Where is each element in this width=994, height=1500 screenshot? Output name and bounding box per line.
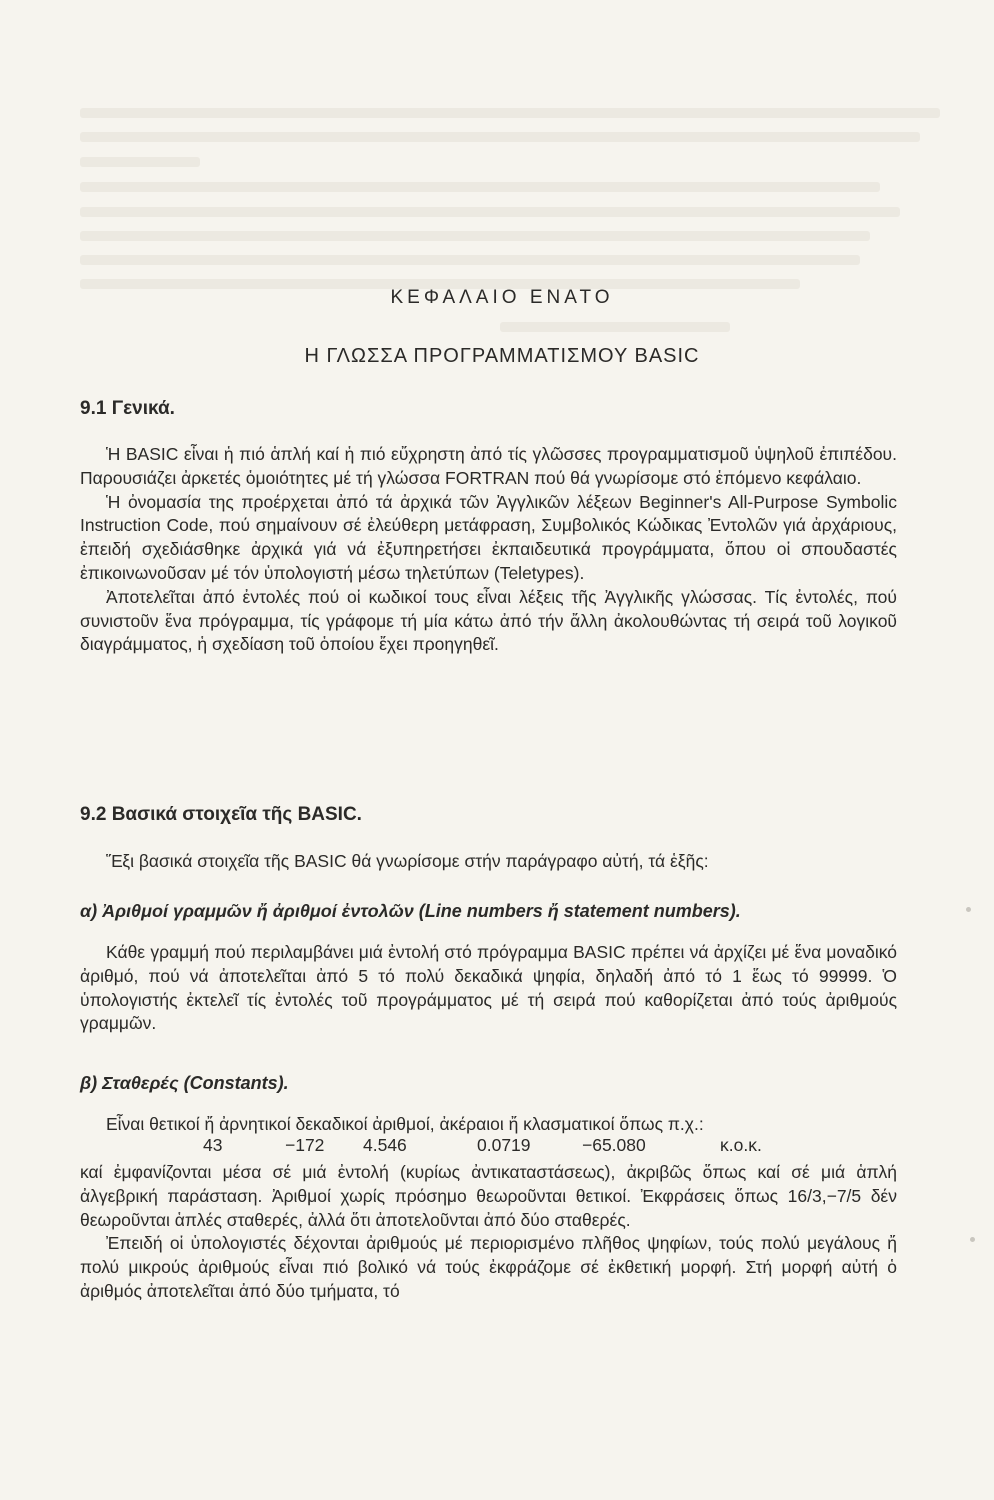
show-through-line [80, 182, 880, 192]
constant-example: −65.080 [582, 1135, 646, 1155]
chapter-title: Η ΓΛΩΣΣΑ ΠΡΟΓΡΑΜΜΑΤΙΣΜΟΥ BASIC [304, 345, 700, 367]
chapter-label: ΚΕΦΑΛΑΙΟ ΕΝΑΤΟ [390, 287, 614, 308]
section-heading-9-1: 9.1 Γενικά. [80, 398, 175, 419]
show-through-line [80, 207, 900, 217]
constant-example: 0.0719 [477, 1135, 531, 1155]
subsection-heading-b: β) Σταθερές (Constants). [80, 1073, 289, 1093]
show-through-line [500, 322, 730, 332]
section-heading-9-2: 9.2 Βασικά στοιχεῖα τῆς BASIC. [80, 804, 362, 825]
constant-example: 4.546 [363, 1135, 407, 1155]
paragraph: Ἐπειδή οἱ ὑπολογιστές δέχονται ἀριθμούς μέ περιορισμένο πλῆθος ψηφίων, τούς πολύ μεγάλους ἤ πολύ μικρούς ἀριθμούς εἶναι πιό βολικό νά τούς ἐκφράζομε σέ ἐκθετική μορφή. Στή μορφή αὐτή ὁ ἀριθμός ἀποτελεῖται ἀπό δύο τμήματα, τό [80, 1233, 897, 1301]
show-through-line [80, 132, 920, 142]
paper-speck [970, 1237, 975, 1242]
paragraph: Ἡ BASIC εἶναι ἡ πιό ἁπλή καί ἡ πιό εὔχρηστη ἀπό τίς γλῶσσες προγραμματισμοῦ ὑψηλοῦ ἐπιπέδου. Παρουσιάζει ἀρκετές ὁμοιότητες μέ τή γλώσσα FORTRAN πού θά γνωρίσομε στό ἑπόμενο κεφάλαιο. [80, 444, 897, 488]
show-through-line [80, 108, 940, 118]
subsection-heading-a: α) Ἀριθμοί γραμμῶν ἤ ἀριθμοί ἐντολῶν (Line numbers ἤ statement numbers). [80, 901, 741, 921]
paragraph: καί ἐμφανίζονται μέσα σέ μιά ἐντολή (κυρίως ἀντικαταστάσεως), ἀκριβῶς ὅπως καί σέ μιά ἁπλή ἀλγεβρική παράσταση. Ἀριθμοί χωρίς πρόσημο θεωροῦνται θετικοί. Ἐκφράσεις ὅπως 16/3,−7/5 δέν θεωροῦνται ἁπλές σταθερές, ἀλλά ὅτι ἀποτελοῦνται ἀπό δύο σταθερές. [80, 1162, 897, 1230]
show-through-line [80, 231, 870, 241]
show-through-line [80, 255, 860, 265]
constant-example: −172 [285, 1135, 325, 1155]
paper-speck [966, 907, 971, 912]
paragraph: Ἕξι βασικά στοιχεῖα τῆς BASIC θά γνωρίσομε στήν παράγραφο αὐτή, τά ἑξῆς: [106, 851, 709, 871]
constant-examples [80, 1135, 897, 1161]
constant-example: 43 [203, 1135, 223, 1155]
subsection-b-intro [80, 1113, 897, 1137]
subsection-b-body [80, 1161, 897, 1304]
paragraph: Κάθε γραμμή πού περιλαμβάνει μιά ἐντολή στό πρόγραμμα BASIC πρέπει νά ἀρχίζει μέ ἕνα μοναδικό ἀριθμό, πού νά ἀποτελεῖται ἀπό 5 τό πολύ δεκαδικά ψηφία, δηλαδή ἀπό τό 1 ἕως τό 99999. Ὁ ὑπολογιστής ἐκτελεῖ τίς ἐντολές τοῦ προγράμματος μέ τή σειρά πού καθορίζεται ἀπό τούς ἀριθμούς γραμμῶν. [80, 942, 897, 1034]
show-through-line [80, 157, 200, 167]
constant-example: κ.ο.κ. [720, 1135, 762, 1155]
paragraph: Ἀποτελεῖται ἀπό ἐντολές πού οἱ κωδικοί τους εἶναι λέξεις τῆς Ἀγγλικῆς γλώσσας. Τίς ἐντολές, πού συνιστοῦν ἕνα πρόγραμμα, τίς γράφομε τή μία κάτω ἀπό τήν ἄλλη ἀκολουθώντας τή σειρά τοῦ λογικοῦ διαγράμματος, ἡ σχεδίαση τοῦ ὁποίου ἔχει προηγηθεῖ. [80, 586, 897, 655]
paragraph: Εἶναι θετικοί ἤ ἀρνητικοί δεκαδικοί ἀριθμοί, ἀκέραιοι ἤ κλασματικοί ὅπως π.χ.: [106, 1114, 704, 1134]
paragraph: Ἡ ὀνομασία της προέρχεται ἀπό τά ἀρχικά τῶν Ἀγγλικῶν λέξεων Beginner's All-Purpose Symbolic Instruction Code, πού σημαίνουν σέ ἐλεύθερη μετάφραση, Συμβολικός Κώδικας Ἐντολῶν γιά ἀρχάριους, ἐπειδή σχεδιάσθηκε ἀρχικά γιά νά ἐξυπηρετήσει ἐκπαιδευτικά προγράμματα, ὅπου οἱ σπουδαστές ἐπικοινωνοῦσαν μέ τόν ὑπολογιστή μέσω τηλετύπων (Teletypes). [80, 491, 897, 583]
section-9-1-body [80, 443, 897, 657]
section-9-2-intro [80, 850, 897, 874]
subsection-a-body [80, 941, 897, 1036]
